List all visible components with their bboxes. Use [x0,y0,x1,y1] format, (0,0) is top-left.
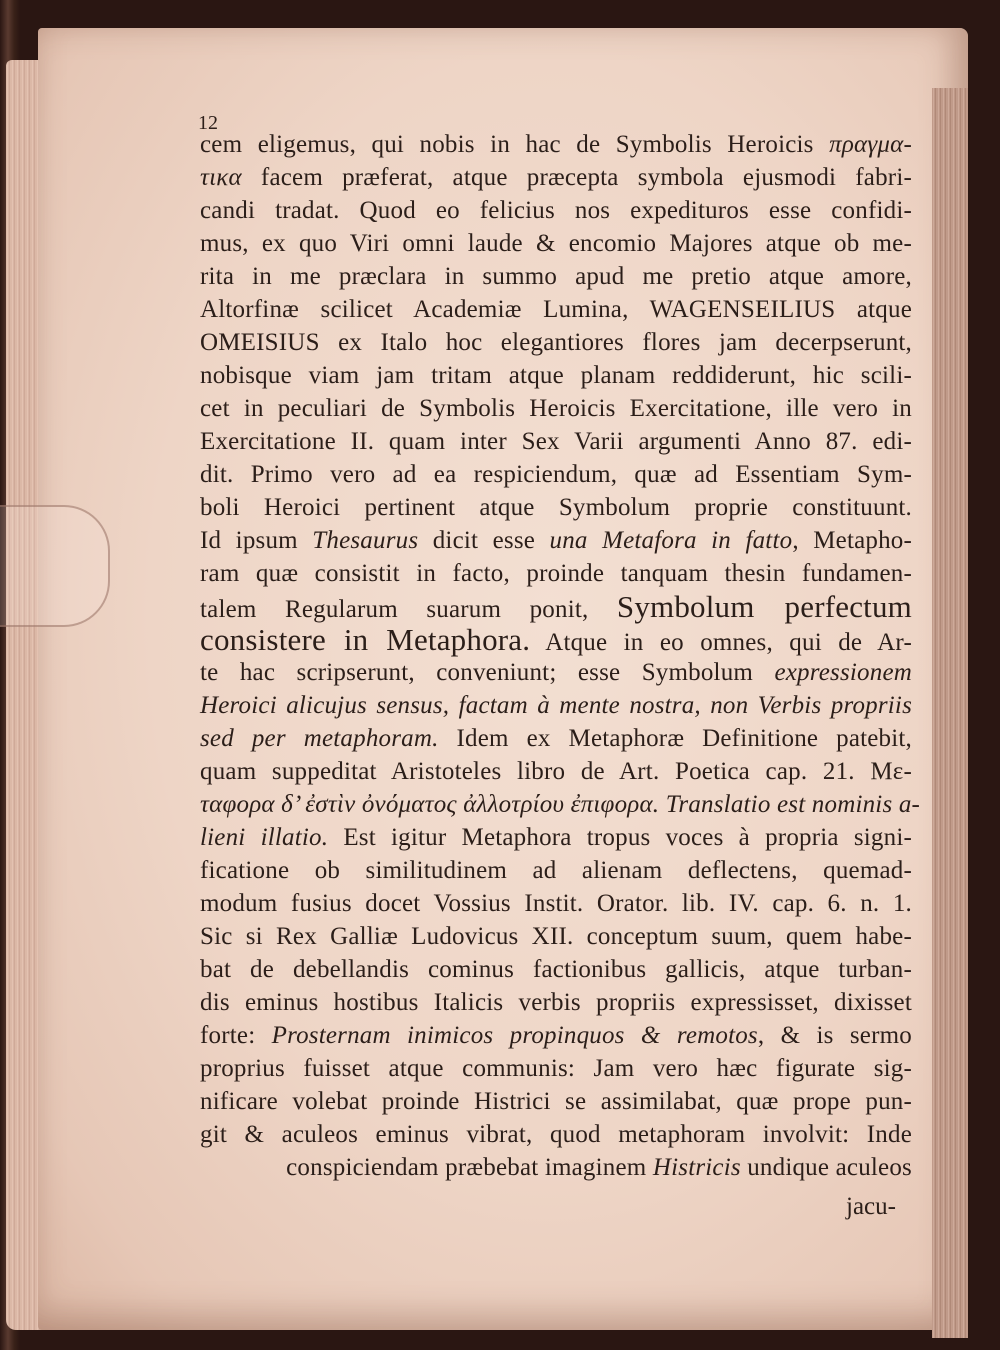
text-line [200,623,912,656]
text-segment: git & aculeos eminus vibrat, quod metaphoram involvit: Inde [200,1121,912,1148]
text-line [200,854,912,887]
text-line [200,458,912,491]
text-segment: , Metapho- [792,527,913,554]
text-segment: Heroici alicujus sensus, factam à mente nostra, non Verbis propriis [200,692,912,719]
page-number: 12 [198,112,218,134]
text-segment: Atque in eo omnes, qui de Ar- [530,629,912,656]
text-segment: Prosternam inimicos propinquos & remotos [271,1022,758,1049]
text-line [200,557,912,590]
text-line [200,491,912,524]
catchword: jacu- [846,1193,896,1220]
text-segment: undique aculeos [740,1154,912,1181]
text-segment: conspiciendam præbebat imaginem [286,1154,653,1181]
text-segment: candi tradat. Quod eo felicius nos expedituros esse confidi- [200,197,912,224]
text-segment: proprius fuisset atque communis: Jam vero hæc figurate sig- [200,1055,912,1082]
page-edge-right [932,88,968,1338]
text-line [200,392,912,425]
text-line [200,590,912,623]
text-segment: OMEISIUS ex Italo hoc elegantiores flores jam decerpserunt, [200,329,912,356]
text-line [200,755,912,788]
text-segment: quam suppeditat Aristoteles libro de Art. Poetica cap. 21. Με- [200,758,912,785]
text-segment: ram quæ consistit in facto, proinde tanquam thesin fundamen- [200,560,912,587]
text-segment: Symbolum perfectum [616,589,912,624]
text-segment: talem Regularum suarum ponit, [200,596,617,623]
text-segment: te hac scripserunt, conveniunt; esse Symbolum [200,659,775,686]
text-line [200,128,912,161]
text-line [200,920,912,953]
text-line [200,1118,912,1151]
text-line [200,194,912,227]
text-segment: consistere in Metaphora. [200,622,531,657]
text-line [200,656,912,689]
text-segment: Histricis [652,1154,741,1181]
text-segment: cet in peculiari de Symbolis Heroicis Exercitatione, ille vero in [200,395,912,422]
text-segment: rita in me præclara in summo apud me pretio atque amore, [200,263,912,290]
text-segment: ficatione ob similitudinem ad alienam deflectens, quemad- [200,857,912,884]
text-segment: nificare volebat proinde Histrici se assimilabat, quæ prope pun- [200,1088,912,1115]
text-line [200,227,912,260]
text-line [200,326,912,359]
text-segment: Thesaurus [312,527,419,554]
text-segment: , & is sermo [757,1022,912,1049]
text-line [200,887,912,920]
text-line [200,161,912,194]
text-line [200,359,912,392]
text-segment: ταφορα δ’ ἐστὶν ὀνόματος ἀλλοτρίου ἐπιφορα. [200,791,666,818]
text-segment: forte: [200,1022,272,1049]
text-segment: Est igitur Metaphora tropus voces à propria signi- [328,824,912,851]
text-segment: dis eminus hostibus Italicis verbis propriis expressisset, dixisset [200,989,912,1016]
text-line [200,1085,912,1118]
text-segment: Idem ex Metaphoræ Definitione patebit, [438,725,912,752]
text-line [200,722,912,755]
text-segment: τικα [200,164,242,191]
text-segment: bat de debellandis cominus factionibus gallicis, atque turban- [200,956,912,983]
body-text [200,128,921,1184]
text-line [200,1151,912,1184]
page-clip [0,505,110,627]
text-line [200,788,921,821]
text-segment: Sic si Rex Galliæ Ludovicus XII. conceptum suum, quem habe- [200,923,912,950]
text-segment: expressionem [774,659,912,686]
text-segment: Id ipsum [200,527,313,554]
text-segment: mus, ex quo Viri omni laude & encomio Majores atque ob me- [200,230,912,257]
text-line [200,1019,912,1052]
text-line [200,1052,912,1085]
text-segment: cem eligemus, qui nobis in hac de Symbolis Heroicis [200,131,830,158]
text-segment: lieni illatio. [200,824,329,851]
text-line [200,986,912,1019]
text-segment: una Metafora in fatto [549,527,793,554]
text-line [200,524,912,557]
text-segment: boli Heroici pertinent atque Symbolum proprie constituunt. [200,494,912,521]
text-line [200,953,912,986]
text-line [200,260,912,293]
text-segment: modum fusius docet Vossius Instit. Orator. lib. IV. cap. 6. n. 1. [200,890,912,917]
text-segment: sed per metaphoram. [200,725,439,752]
text-segment: πραγμα- [829,131,912,158]
text-segment: Exercitatione II. quam inter Sex Varii argumenti Anno 87. edi- [200,428,912,455]
text-line [200,293,912,326]
text-segment: Altorfinæ scilicet Academiæ Lumina, WAGENSEILIUS atque [200,296,912,323]
text-segment: dit. Primo vero ad ea respiciendum, quæ ad Essentiam Sym- [200,461,912,488]
text-segment: nobisque viam jam tritam atque planam reddiderunt, hic scili- [200,362,912,389]
text-line [200,821,912,854]
text-line [200,689,912,722]
text-segment: facem præferat, atque præcepta symbola ejusmodi fabri- [241,164,912,191]
text-line [200,425,912,458]
text-segment: dicit esse [418,527,550,554]
text-segment: Translatio est nominis a- [665,791,921,818]
